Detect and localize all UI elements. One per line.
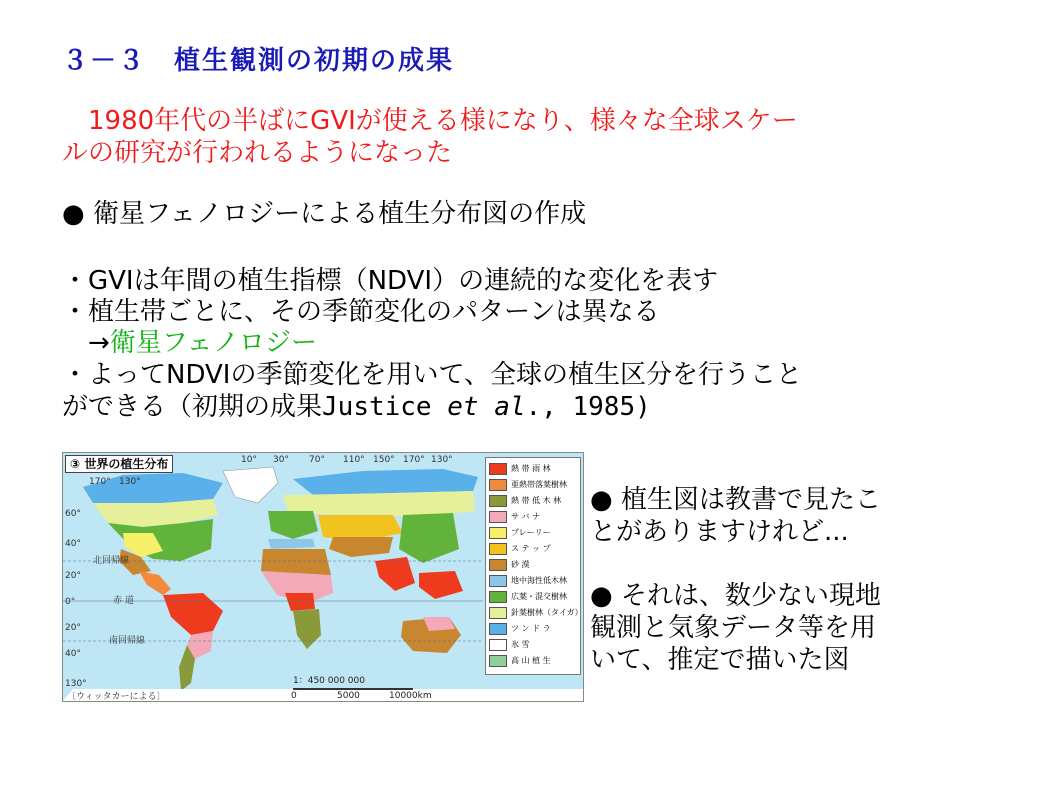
lat-label: 0° bbox=[65, 597, 76, 607]
point-arrow-phenology bbox=[62, 327, 317, 359]
lon-label: 170° bbox=[403, 455, 425, 465]
map-scale bbox=[291, 673, 432, 702]
lead-line-2: ルの研究が行われるようになった bbox=[62, 138, 453, 168]
legend-label: サ バ ナ bbox=[511, 512, 541, 521]
legend-label: 針葉樹林（タイガ） bbox=[511, 608, 583, 617]
lon-label: 150° bbox=[373, 455, 395, 465]
legend-swatch bbox=[489, 623, 507, 635]
legend-swatch bbox=[489, 527, 507, 539]
legend-swatch bbox=[489, 463, 507, 475]
africa-south bbox=[293, 609, 321, 649]
lon-label: 70° bbox=[309, 455, 325, 465]
legend-item bbox=[489, 638, 579, 652]
legend-item bbox=[489, 558, 579, 572]
scale-tick: 0 bbox=[291, 691, 297, 701]
scale-bar bbox=[291, 688, 432, 702]
main-bullet: ● 衛星フェノロジーによる植生分布図の作成 bbox=[62, 199, 587, 229]
legend-item bbox=[489, 462, 579, 476]
satellite-phenology-term: 衛星フェノロジー bbox=[109, 328, 318, 358]
legend-label: プレーリー bbox=[511, 528, 551, 537]
asia-desert bbox=[329, 537, 393, 557]
scale-ratio: 1：450 000 000 bbox=[293, 676, 365, 686]
point-classification-cont bbox=[62, 391, 651, 423]
equator-label: 赤 道 bbox=[113, 596, 134, 606]
citation-etal: et al bbox=[447, 392, 526, 422]
legend-swatch bbox=[489, 639, 507, 651]
legend-item bbox=[489, 542, 579, 556]
arrow-text: → bbox=[62, 328, 110, 358]
legend-label: 高 山 植 生 bbox=[511, 656, 551, 665]
lat-label: 20° bbox=[65, 623, 81, 633]
greenland-ice bbox=[223, 467, 278, 503]
lat-label: 40° bbox=[65, 649, 81, 659]
point-gvi: ・GVIは年間の植生指標（NDVI）の連続的な変化を表す bbox=[62, 266, 719, 296]
lon-label: 10° bbox=[241, 455, 257, 465]
point-vegetation-zones: ・植生帯ごとに、その季節変化のパターンは異なる bbox=[62, 297, 660, 327]
lead-line-1: 1980年代の半ばにGVIが使える様になり、様々な全球スケー bbox=[62, 106, 798, 136]
legend-item bbox=[489, 494, 579, 508]
citation-prefix: ができる（初期の成果 bbox=[62, 392, 323, 422]
southeast-asia-rainforest bbox=[419, 571, 463, 599]
lat-label: 40° bbox=[65, 539, 81, 549]
europe-forest bbox=[268, 511, 318, 539]
legend-swatch bbox=[489, 479, 507, 491]
legend-swatch bbox=[489, 543, 507, 555]
legend-swatch bbox=[489, 655, 507, 667]
legend-item bbox=[489, 510, 579, 524]
africa-mediterranean bbox=[268, 539, 315, 549]
scale-tick: 5000 bbox=[337, 691, 360, 701]
legend-label: 氷 雪 bbox=[511, 640, 530, 649]
legend-swatch bbox=[489, 559, 507, 571]
south-america-rainforest bbox=[163, 593, 223, 635]
lon-label: 130° bbox=[431, 455, 453, 465]
map-caption: ③ 世界の植生分布 bbox=[65, 455, 173, 473]
legend-swatch bbox=[489, 575, 507, 587]
legend-swatch bbox=[489, 607, 507, 619]
lat-label: 130° bbox=[65, 679, 87, 689]
note-2-line-3: いて、推定で描いた図 bbox=[590, 645, 850, 675]
eurasia-tundra bbox=[293, 469, 478, 495]
legend-item bbox=[489, 590, 579, 604]
legend-item bbox=[489, 622, 579, 636]
legend-item bbox=[489, 606, 583, 620]
africa-rainforest bbox=[285, 593, 315, 611]
east-asia-forest bbox=[399, 513, 459, 563]
legend-label: 熱 帯 低 木 林 bbox=[511, 496, 562, 505]
citation-year: ., 1985) bbox=[525, 392, 651, 422]
south-tropic-label: 南回帰線 bbox=[109, 636, 146, 646]
legend-item bbox=[489, 526, 579, 540]
legend-item bbox=[489, 654, 579, 668]
legend-item bbox=[489, 574, 579, 588]
lat-label: 20° bbox=[65, 571, 81, 581]
note-2-line-2: 観測と気象データ等を用 bbox=[590, 613, 877, 643]
south-asia-rainforest bbox=[375, 557, 415, 591]
north-tropic-label: 北回帰線 bbox=[93, 556, 130, 566]
map-legend bbox=[485, 457, 581, 675]
lon-label: 30° bbox=[273, 455, 289, 465]
legend-label: 砂 漠 bbox=[511, 560, 530, 569]
point-classification: ・よってNDVIの季節変化を用いて、全球の植生区分を行うこと bbox=[62, 360, 802, 390]
citation-author: Justice bbox=[322, 392, 448, 422]
legend-swatch bbox=[489, 591, 507, 603]
scale-tick: 10000km bbox=[389, 691, 432, 701]
legend-label: 広葉・混交樹林 bbox=[511, 592, 567, 601]
lat-label: 170° bbox=[89, 477, 111, 487]
lat-label: 60° bbox=[65, 509, 81, 519]
note-1-line-1: ● 植生図は教書で見たこ bbox=[590, 485, 881, 515]
legend-label: 熱 帯 雨 林 bbox=[511, 464, 551, 473]
source-label: 〔ウィッタカーによる〕 bbox=[67, 692, 166, 702]
legend-swatch bbox=[489, 495, 507, 507]
world-vegetation-map bbox=[62, 452, 584, 702]
legend-label: ス テ ッ プ bbox=[511, 544, 551, 553]
lon-label: 110° bbox=[343, 455, 365, 465]
central-america bbox=[139, 571, 171, 595]
note-2-line-1: ● それは、数少ない現地 bbox=[590, 581, 881, 611]
legend-label: 地中海性低木林 bbox=[511, 576, 567, 585]
slide-title: ３－３ 植生観測の初期の成果 bbox=[62, 46, 455, 76]
legend-item bbox=[489, 478, 579, 492]
note-1-line-2: とがありますけれど... bbox=[590, 517, 849, 547]
legend-swatch bbox=[489, 511, 507, 523]
lat-label: 130° bbox=[119, 477, 141, 487]
legend-label: ツ ン ド ラ bbox=[511, 624, 551, 633]
legend-label: 亜熱帯落葉樹林 bbox=[511, 480, 567, 489]
